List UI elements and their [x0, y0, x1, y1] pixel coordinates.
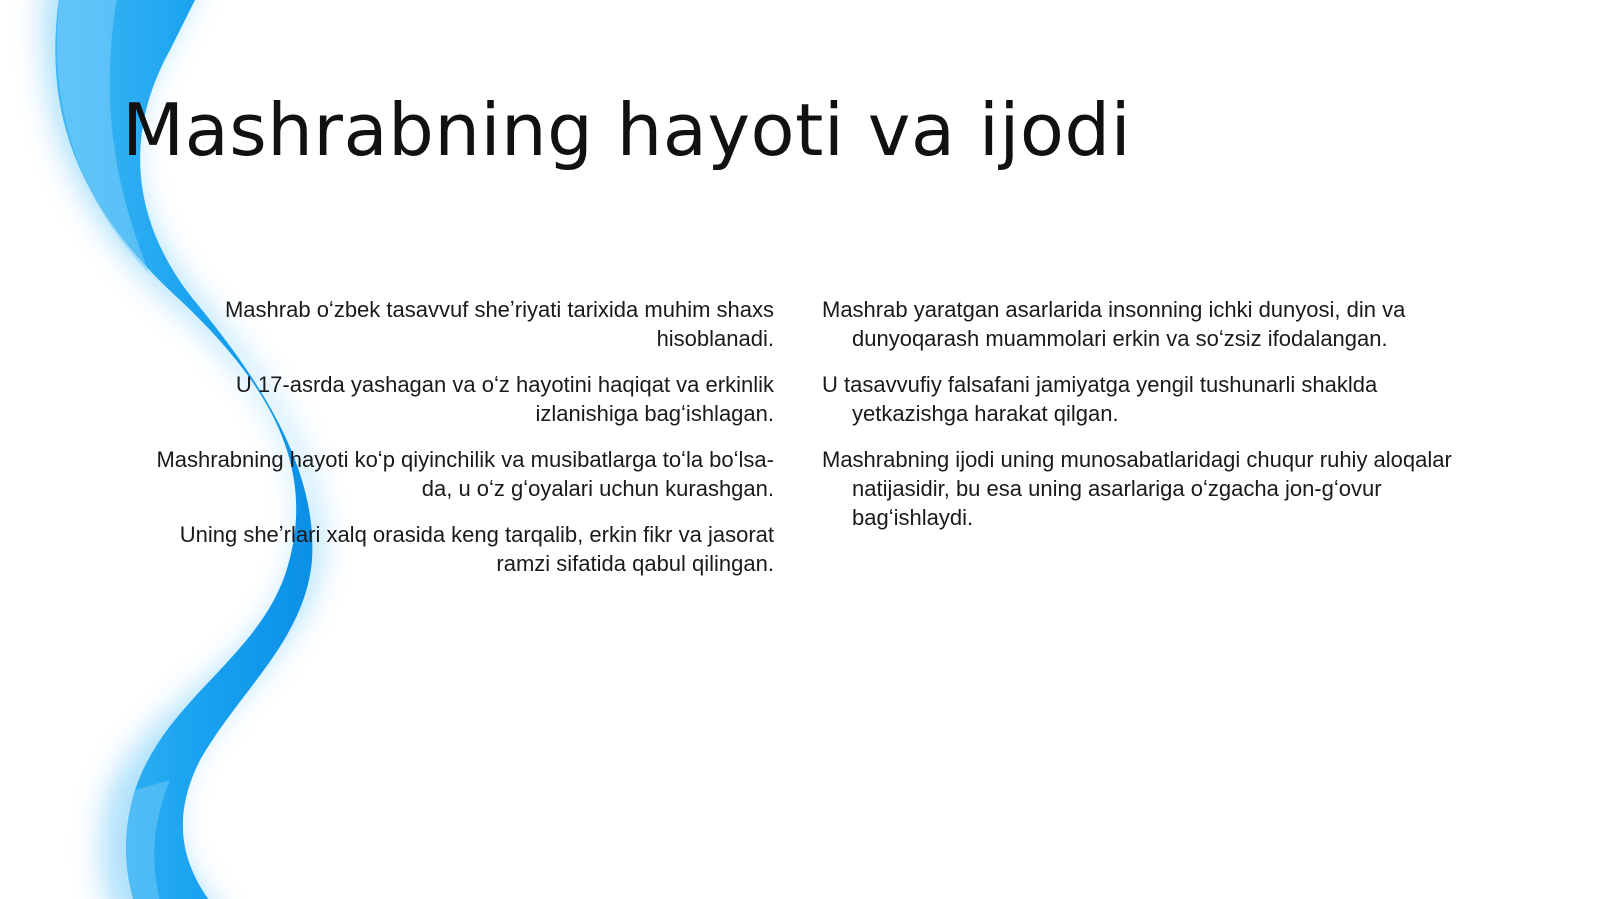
list-item: Mashrabning hayoti koʻp qiyinchilik va musibatlarga toʻla boʻlsa-da, u oʻz gʻoyalari uchun kurashgan. [156, 447, 774, 501]
list-item: Mashrabning ijodi uning munosabatlaridagi chuqur ruhiy aloqalar natijasidir, bu esa uning asarlariga oʻzgacha jon-gʻovur bagʻishlaydi. [822, 447, 1452, 530]
list-item: Mashrab oʻzbek tasavvuf sheʼriyati tarixida muhim shaxs hisoblanadi. [224, 297, 774, 351]
list-item: U 17-asrda yashagan va oʻz hayotini haqiqat va erkinlik izlanishiga bagʻishlagan. [235, 372, 774, 426]
right-bullet-list [822, 295, 1472, 549]
slide-title: Mashrabning hayoti va ijodi [122, 88, 1132, 172]
list-item: Mashrab yaratgan asarlarida insonning ichki dunyosi, din va dunyoqarash muammolari erkin va soʻzsiz ifodalangan. [822, 297, 1406, 351]
left-bullet-list [140, 295, 774, 595]
list-item: Uning sheʼrlari xalq orasida keng tarqalib, erkin fikr va jasorat ramzi sifatida qabul qilingan. [179, 522, 774, 576]
list-item: U tasavvufiy falsafani jamiyatga yengil tushunarli shaklda yetkazishga harakat qilgan. [822, 372, 1378, 426]
